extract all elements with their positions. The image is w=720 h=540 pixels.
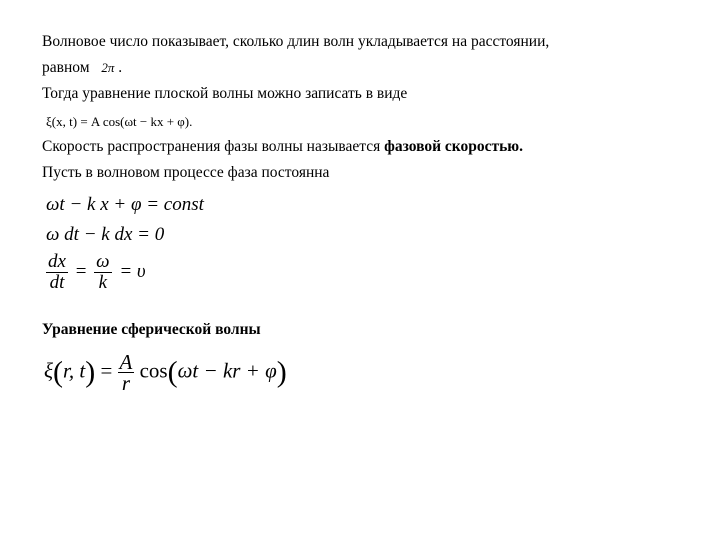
cos-function: cos [139,358,168,383]
omega-numerator: ω [96,251,110,272]
phase-velocity-term: фазовой скоростью. [384,138,524,155]
differential-formula: ω dt − k dx = 0 [46,224,165,245]
wave-number-text: Волновое число показывает, сколько длин волн укладывается на расстоянии, [42,33,550,50]
constant-phase-text: Пусть в волновом процессе фаза постоянна [42,164,330,181]
dx-numerator: dx [48,251,66,272]
equation-differential [46,224,164,246]
equation-velocity [46,252,146,293]
equation-spherical-wave: ξ(r, t) = $\frac{A}{r}$ cos(ωt − kr + φ) [44,350,287,395]
a-over-r-fraction [118,352,135,393]
paragraph-phase-velocity [42,138,523,156]
phase-velocity-text: Скорость распространения фазы волны называется [42,138,385,155]
equation-phase-constant [46,194,204,216]
xi-symbol: ξ [44,358,53,383]
velocity-result: = υ [119,260,146,282]
paragraph-plane-wave-intro [42,85,407,103]
r-denominator: r [121,371,131,395]
paragraph-wave-number-line2 [42,59,122,77]
plane-wave-intro-text: Тогда уравнение плоской волны можно записать в виде [42,85,408,102]
dt-denominator: dt [49,272,65,293]
equal-to-text: равном [42,59,90,76]
omega-k-fraction [94,252,111,293]
dx-dt-fraction [46,252,68,293]
heading-spherical-wave [42,321,261,339]
equals-sign: = [75,260,87,282]
paragraph-wave-number-line1 [42,33,549,51]
spherical-wave-heading: Уравнение сферической волны [42,321,261,338]
phase-constant-formula: ωt − k x + φ = const [46,194,204,215]
k-denominator: k [98,272,108,293]
spherical-args: r, t [63,358,86,383]
period-text: . [118,59,123,76]
equation-plane-wave [46,113,192,131]
spherical-equals: = [100,358,113,383]
amplitude-numerator: A [119,350,133,374]
two-pi-math: 2π [101,60,115,75]
plane-wave-formula: ξ(x, t) = A cos(ωt − kx + φ). [46,114,193,129]
spherical-phase-arg: ωt − kr + φ [177,358,277,383]
paragraph-constant-phase [42,164,329,182]
